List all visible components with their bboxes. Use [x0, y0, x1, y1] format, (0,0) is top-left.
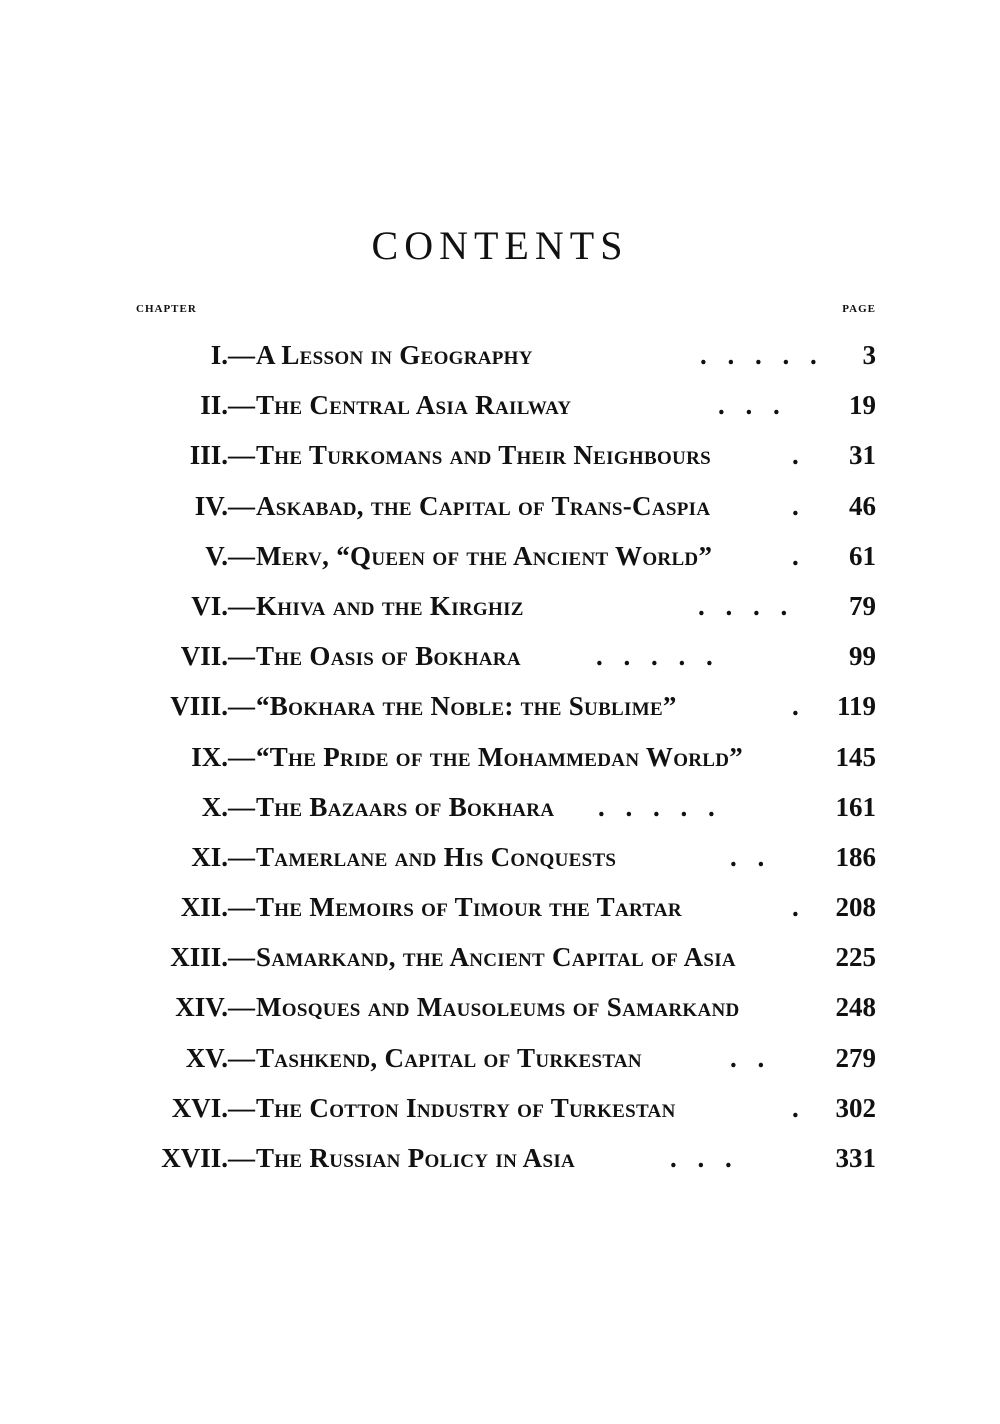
chapter-separator: — [228, 741, 255, 772]
chapter-separator: — [228, 340, 255, 370]
chapter-title: Mosques and Mausoleums of Samarkand [256, 992, 740, 1023]
chapter-number: VIII. [170, 691, 228, 722]
chapter-number: III. [189, 440, 228, 471]
toc-entry [0, 832, 1000, 882]
page-number: 61 [849, 540, 876, 571]
page-number: 3 [862, 340, 876, 370]
chapter-number: IV. [194, 490, 228, 521]
chapter-separator: — [228, 1042, 255, 1073]
chapter-number: XVI. [171, 1092, 228, 1123]
chapter-separator: — [228, 390, 255, 421]
toc-entry [0, 982, 1000, 1032]
chapter-title: The Turkomans and Their Neighbours [256, 440, 711, 471]
chapter-separator: — [228, 791, 255, 822]
chapter-separator: — [228, 440, 255, 471]
page-column-header: PAGE [842, 303, 876, 315]
leader-dots: . . . [718, 390, 780, 421]
chapter-separator: — [228, 892, 255, 923]
chapter-number: VI. [191, 590, 228, 621]
toc-entry [0, 531, 1000, 581]
toc-entry [0, 1033, 1000, 1083]
toc-entry [0, 1083, 1000, 1133]
page-number: 248 [835, 992, 876, 1023]
chapter-title: Samarkand, the Ancient Capital of Asia [256, 942, 736, 973]
leader-dots: . . . [670, 1143, 732, 1173]
chapter-number: I. [210, 340, 228, 370]
leader-dots: . . . . . [598, 791, 715, 822]
leader-dots: . . . . . [700, 340, 817, 370]
page-number: 331 [835, 1143, 876, 1173]
toc-entry [0, 481, 1000, 531]
page-number: 79 [849, 590, 876, 621]
leader-dots: . . . . . [596, 641, 713, 672]
toc-entry [0, 581, 1000, 631]
chapter-number: XIII. [170, 942, 228, 973]
page-title: CONTENTS [371, 223, 629, 268]
chapter-separator: — [228, 540, 255, 571]
chapter-separator: — [228, 590, 255, 621]
chapter-title: The Russian Policy in Asia [256, 1143, 576, 1173]
table-of-contents [0, 330, 1000, 1183]
leader-dots: . [792, 440, 799, 471]
chapter-title: Tashkend, Capital of Turkestan [256, 1042, 642, 1073]
page-number: 31 [849, 440, 876, 471]
page-number: 99 [849, 641, 876, 672]
chapter-title: The Memoirs of Timour the Tartar [256, 892, 682, 923]
leader-dots: . [792, 892, 799, 923]
chapter-number: VII. [180, 641, 228, 672]
chapter-number: IX. [191, 741, 228, 772]
leader-dots: . . . . [698, 590, 788, 621]
chapter-title: Askabad, the Capital of Trans-Caspia [256, 490, 711, 521]
chapter-number: X. [201, 791, 228, 822]
chapter-title: Merv, “Queen of the Ancient World” [256, 540, 713, 571]
chapter-separator: — [228, 841, 255, 872]
chapter-title: “The Pride of the Mohammedan World” [256, 741, 744, 772]
leader-dots: . [792, 490, 799, 521]
toc-entry [0, 882, 1000, 932]
chapter-separator: — [228, 641, 255, 672]
chapter-number: XII. [180, 892, 228, 923]
toc-entry [0, 732, 1000, 782]
chapter-separator: — [228, 942, 255, 973]
toc-entry [0, 782, 1000, 832]
leader-dots: . . [730, 1042, 765, 1073]
toc-entry [0, 330, 1000, 380]
leader-dots: . [792, 540, 799, 571]
chapter-separator: — [228, 1143, 255, 1173]
chapter-number: XVII. [161, 1143, 228, 1173]
page-number: 225 [835, 942, 876, 973]
chapter-number: XI. [191, 841, 228, 872]
leader-dots: . [792, 691, 799, 722]
chapter-title: The Bazaars of Bokhara [256, 791, 555, 822]
toc-entry [0, 380, 1000, 430]
toc-entry [0, 932, 1000, 982]
chapter-title: The Central Asia Railway [256, 390, 572, 421]
chapter-number: XV. [185, 1042, 228, 1073]
chapter-separator: — [228, 490, 255, 521]
chapter-column-header: CHAPTER [136, 303, 197, 315]
chapter-number: II. [200, 390, 228, 421]
chapter-separator: — [228, 992, 255, 1023]
toc-entry [0, 430, 1000, 480]
toc-entry [0, 1133, 1000, 1183]
toc-entry [0, 631, 1000, 681]
page-number: 279 [835, 1042, 876, 1073]
leader-dots: . [792, 1092, 799, 1123]
page-number: 119 [836, 691, 876, 722]
chapter-separator: — [228, 691, 255, 722]
page-number: 186 [835, 841, 876, 872]
chapter-title: A Lesson in Geography [256, 340, 533, 370]
chapter-title: The Cotton Industry of Turkestan [256, 1092, 676, 1123]
toc-entry [0, 681, 1000, 731]
page-number: 208 [835, 892, 876, 923]
page-number: 302 [835, 1092, 876, 1123]
chapter-title: “Bokhara the Noble: the Sublime” [256, 691, 677, 722]
chapter-number: XIV. [175, 992, 228, 1023]
page-number: 145 [835, 741, 876, 772]
page-number: 46 [849, 490, 876, 521]
chapter-title: Tamerlane and His Conquests [256, 841, 617, 872]
chapter-separator: — [228, 1092, 255, 1123]
page-number: 161 [835, 791, 876, 822]
chapter-title: The Oasis of Bokhara [256, 641, 521, 672]
chapter-number: V. [205, 540, 228, 571]
page-number: 19 [849, 390, 876, 421]
chapter-title: Khiva and the Kirghiz [256, 590, 524, 621]
leader-dots: . . [730, 841, 765, 872]
